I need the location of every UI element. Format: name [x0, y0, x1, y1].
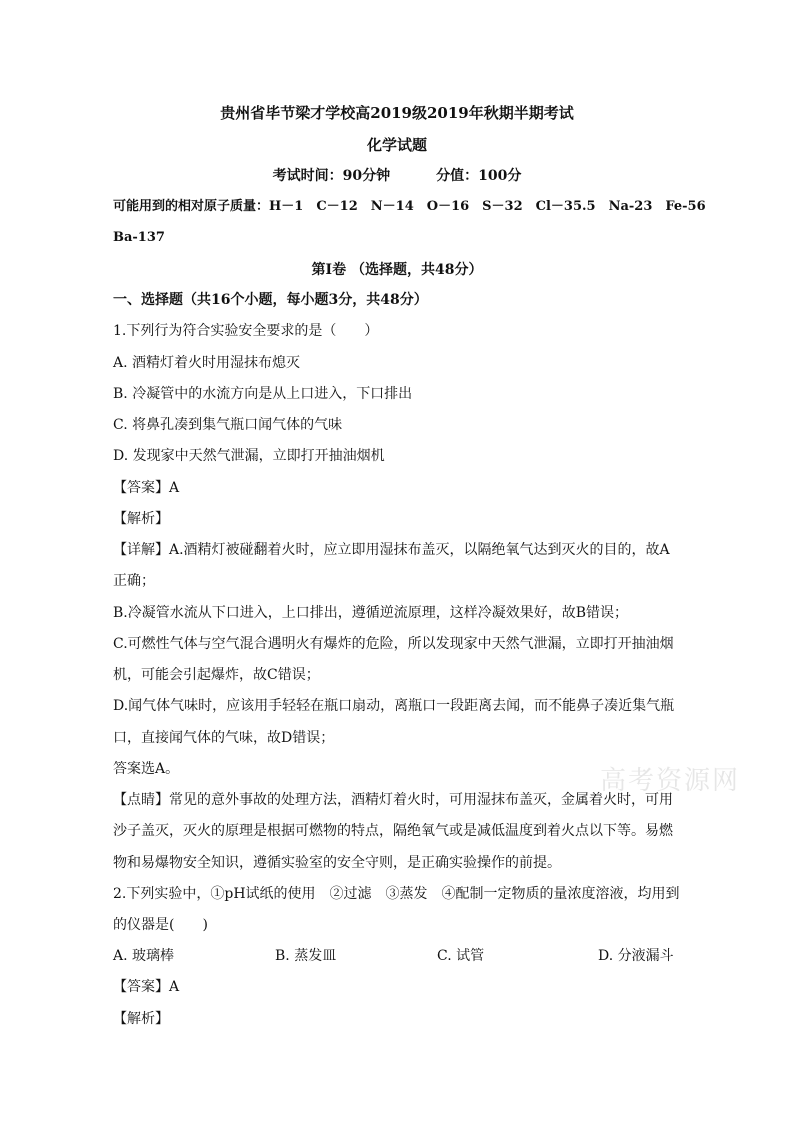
q1-detail-line: B.冷凝管水流从下口进入，上口排出，遵循逆流原理，这样冷凝效果好，故B错误； — [113, 605, 629, 621]
q1-conclusion: 答案选A。 — [113, 761, 180, 777]
q1-note-line: 物和易爆物安全知识，遵循实验室的安全守则，是正确实验操作的前提。 — [113, 855, 561, 871]
q1-note-line: 沙子盖灭，灭火的原理是根据可燃物的特点，隔绝氧气或是减低温度到着火点以下等。易燃 — [113, 823, 673, 839]
q2-stem-line2: 的仪器是( ) — [113, 917, 208, 933]
q2-option-b: B. 蒸发皿 — [275, 948, 337, 964]
exam-score: 分值：100分 — [436, 168, 522, 184]
watermark: 高考资源网 — [600, 766, 741, 796]
atomic-masses-line1: 可能用到的相对原子质量：H－1 C－12 N－14 O－16 S－32 Cl－35.5 Na-23 Fe-56 — [113, 199, 706, 214]
q2-option-c: C. 试管 — [437, 948, 485, 964]
atomic-masses-line2: Ba-137 — [113, 230, 165, 245]
exam-time: 考试时间：90分钟 — [272, 168, 391, 184]
volume-heading: 第Ⅰ卷 （选择题，共48分） — [311, 262, 483, 278]
q1-detail-line: D.闻气体气味时，应该用手轻轻在瓶口扇动，离瓶口一段距离去闻，而不能鼻子凑近集气瓶 — [113, 698, 675, 714]
q1-detail-line: 口，直接闻气体的气味，故D错误； — [113, 730, 335, 746]
q1-detail-line: 机，可能会引起爆炸，故C错误； — [113, 667, 320, 683]
q1-detail-line: 【详解】A.酒精灯被碰翻着火时，应立即用湿抹布盖灭，以隔绝氧气达到灭火的目的，故A — [113, 542, 670, 558]
q2-answer: 【答案】A — [113, 979, 180, 995]
q1-analysis-label: 【解析】 — [113, 511, 169, 527]
section-heading: 一、选择题（共16个小题，每小题3分，共48分） — [113, 292, 428, 308]
q1-detail-line: C.可燃性气体与空气混合遇明火有爆炸的危险，所以发现家中天然气泄漏，立即打开抽油烟 — [113, 636, 674, 652]
q1-option-c: C. 将鼻孔凑到集气瓶口闻气体的气味 — [113, 417, 343, 433]
q2-analysis-label: 【解析】 — [113, 1011, 169, 1027]
q2-stem-line1: 2.下列实验中，①pH试纸的使用 ②过滤 ③蒸发 ④配制一定物质的量浓度溶液，均用到 — [113, 886, 680, 902]
exam-info — [0, 165, 794, 185]
q1-option-d: D. 发现家中天然气泄漏，立即打开抽油烟机 — [113, 448, 385, 464]
q1-option-a: A. 酒精灯着火时用湿抹布熄灭 — [113, 355, 301, 371]
q1-option-b: B. 冷凝管中的水流方向是从上口进入，下口排出 — [113, 386, 413, 402]
q2-option-a: A. 玻璃棒 — [113, 948, 175, 964]
q1-answer: 【答案】A — [113, 480, 180, 496]
q1-stem: 1.下列行为符合实验安全要求的是（ ） — [113, 323, 379, 339]
q1-detail-line: 正确； — [113, 573, 155, 589]
exam-title: 贵州省毕节梁才学校高2019级2019年秋期半期考试 — [220, 104, 574, 122]
subject-title: 化学试题 — [366, 136, 427, 154]
q1-note-line: 【点睛】常见的意外事故的处理方法，酒精灯着火时，可用湿抹布盖灭，金属着火时，可用 — [113, 792, 673, 808]
q2-option-d: D. 分液漏斗 — [598, 948, 674, 964]
